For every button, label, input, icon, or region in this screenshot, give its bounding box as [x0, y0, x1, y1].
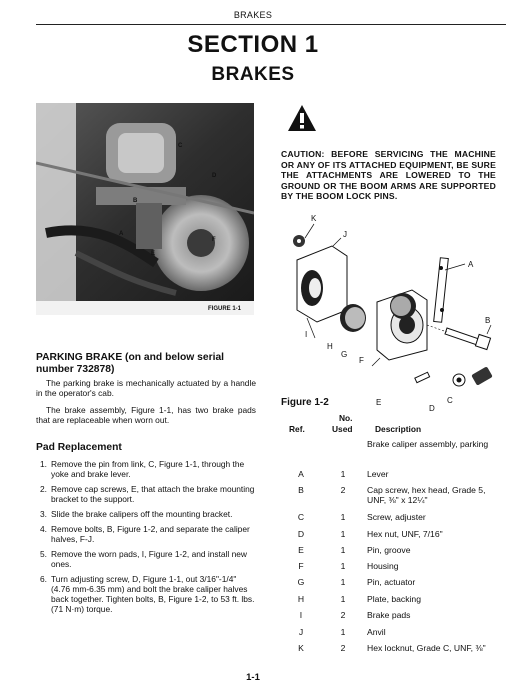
- cell-ref: F: [298, 561, 304, 571]
- cell-ref: A: [298, 469, 304, 479]
- cell-description: Hex nut, UNF, 7/16": [367, 529, 443, 539]
- figure-1-2-caption: Figure 1-2: [281, 397, 329, 408]
- cell-used: 1: [340, 469, 346, 479]
- cell-used: 1: [340, 529, 346, 539]
- cell-description: Anvil: [367, 627, 386, 637]
- pad-replacement-heading: Pad Replacement: [36, 442, 122, 453]
- cell-used: 2: [340, 485, 346, 495]
- cell-used: 1: [340, 561, 346, 571]
- section-title: SECTION 1: [187, 31, 319, 58]
- photo-label-a: A: [119, 231, 124, 237]
- cell-ref: G: [297, 577, 305, 587]
- photo-label-d: D: [212, 173, 217, 179]
- parking-brake-para-1: The parking brake is mechanically actuated by a handle in the operator's cab.: [36, 378, 256, 398]
- step-text: Remove cap screws, E, that attach the brake mounting bracket to the support.: [51, 484, 255, 504]
- cell-ref: B: [298, 485, 304, 495]
- header-rule: [36, 24, 506, 25]
- diag-label-a: A: [468, 260, 474, 269]
- step-item: [36, 574, 256, 614]
- photo-label-f: F: [212, 237, 216, 243]
- figure-1-1-photo: [36, 103, 254, 315]
- cell-description: Pin, groove: [367, 545, 411, 555]
- col-header-no: No.: [339, 413, 353, 423]
- diag-label-i: I: [305, 330, 308, 339]
- cell-used: 1: [340, 512, 346, 522]
- diag-label-f: F: [359, 356, 364, 365]
- step-number: 6.: [40, 574, 47, 584]
- cell-description: Brake pads: [367, 610, 411, 620]
- figure-1-1-caption: FIGURE 1-1: [208, 306, 242, 312]
- step-item: [36, 524, 256, 544]
- diag-label-c: C: [447, 396, 453, 405]
- photo-label-e: E: [151, 251, 156, 257]
- figure-1-2-diagram: [277, 210, 502, 413]
- step-item: [36, 549, 256, 569]
- caution-notice: CAUTION: BEFORE SERVICING THE MACHINE OR ANY OF ITS ATTACHED EQUIPMENT, BE SURE THE ATTACHMENTS ARE LOWERED TO THE GROUND OR THE BOOM ARMS ARE SUPPORTED BY THE BOOM LOCK PINS.: [281, 149, 496, 201]
- step-text: Remove the worn pads, I, Figure 1-2, and install new ones.: [51, 549, 247, 569]
- diag-label-b: B: [485, 316, 491, 325]
- section-subtitle: BRAKES: [211, 64, 295, 85]
- step-number: 1.: [40, 459, 47, 469]
- diag-label-j: J: [343, 230, 347, 239]
- brake-photo-illustration: [36, 103, 254, 315]
- parking-brake-heading: PARKING BRAKE (on and below serial number 732878): [36, 352, 225, 375]
- cell-used: 1: [340, 627, 346, 637]
- cell-ref: K: [298, 643, 304, 653]
- photo-label-c: C: [178, 143, 183, 149]
- step-text: Remove the pin from link, C, Figure 1-1, through the yoke and brake lever.: [51, 459, 245, 479]
- cell-ref: H: [297, 594, 305, 604]
- cell-ref: C: [297, 512, 305, 522]
- diag-label-e: E: [376, 398, 382, 407]
- pad-replacement-steps: [36, 459, 256, 619]
- cell-used: 1: [340, 577, 346, 587]
- assembly-description: Brake caliper assembly, parking: [367, 439, 489, 449]
- diag-label-g: G: [341, 350, 348, 359]
- cell-ref: D: [297, 529, 305, 539]
- page-number: 1-1: [246, 672, 260, 683]
- cell-description: Plate, backing: [367, 594, 421, 604]
- step-number: 2.: [40, 484, 47, 494]
- step-number: 5.: [40, 549, 47, 559]
- col-header-description: Description: [375, 424, 422, 434]
- cell-description: Cap screw, hex head, Grade 5, UNF, ⅜" x 12¼": [367, 485, 486, 505]
- col-header-used: Used: [332, 424, 353, 434]
- step-item: [36, 484, 256, 504]
- step-text: Turn adjusting screw, D, Figure 1-1, out 3/16"-1/4" (4.76 mm-6.35 mm) and bolt the brake caliper halves back together. Tighten bolts, B, Figure 1-2, to 53 ft. lbs. (71 N·m) torque.: [51, 574, 255, 614]
- step-item: [36, 459, 256, 479]
- cell-description: Screw, adjuster: [367, 512, 426, 522]
- diag-label-h: H: [327, 342, 333, 351]
- diag-label-k: K: [311, 214, 317, 223]
- photo-label-b: B: [133, 198, 138, 204]
- step-text: Slide the brake calipers off the mounting bracket.: [51, 509, 233, 519]
- step-text: Remove bolts, B, Figure 1-2, and separate the caliper halves, F-J.: [51, 524, 250, 544]
- cell-description: Lever: [367, 469, 389, 479]
- cell-description: Hex locknut, Grade C, UNF, ⅜": [367, 643, 486, 653]
- cell-used: 1: [340, 594, 346, 604]
- step-number: 4.: [40, 524, 47, 534]
- diag-label-d: D: [429, 404, 435, 413]
- cell-ref: E: [298, 545, 304, 555]
- step-item: [36, 509, 256, 519]
- running-header: BRAKES: [233, 10, 273, 20]
- cell-used: 2: [340, 610, 346, 620]
- cell-used: 1: [340, 545, 346, 555]
- cell-description: Housing: [367, 561, 399, 571]
- parking-brake-para-2: The brake assembly, Figure 1-1, has two brake pads that are replaceable when worn out.: [36, 405, 256, 425]
- cell-ref: J: [298, 627, 304, 637]
- cell-description: Pin, actuator: [367, 577, 416, 587]
- step-number: 3.: [40, 509, 47, 519]
- col-header-ref: Ref.: [289, 424, 305, 434]
- warning-icon: [287, 103, 317, 133]
- cell-used: 2: [340, 643, 346, 653]
- cell-ref: I: [299, 610, 303, 620]
